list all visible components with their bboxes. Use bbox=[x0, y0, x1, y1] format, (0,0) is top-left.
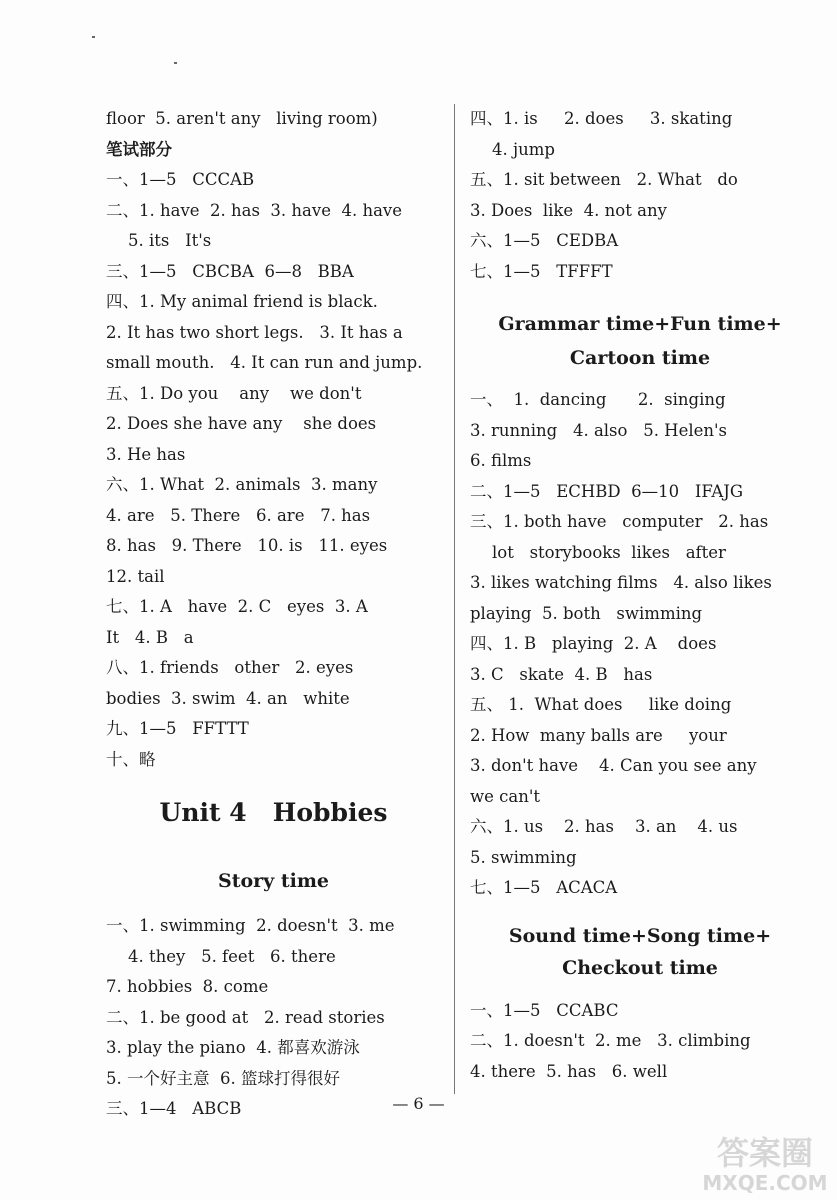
column-divider bbox=[454, 104, 455, 1094]
answer-line: 四、1. My animal friend is black. bbox=[106, 292, 378, 311]
grammar-time-answers bbox=[470, 385, 810, 904]
answer-line: 一、1. swimming 2. doesn't 3. me bbox=[106, 916, 395, 935]
scan-speck bbox=[92, 36, 95, 38]
sound-time-title-line1: Sound time+Song time+ bbox=[508, 924, 772, 947]
answer-line: 四、1. B playing 2. A does bbox=[470, 634, 717, 653]
answer-line: It 4. B a bbox=[106, 627, 194, 647]
answer-line: 笔试部分 bbox=[106, 139, 172, 159]
answer-line: 二、1. doesn't 2. me 3. climbing bbox=[470, 1031, 751, 1050]
answer-line: bodies 3. swim 4. an white bbox=[106, 688, 350, 708]
answer-line: 3. C skate 4. B has bbox=[470, 664, 653, 684]
answer-line: 二、1. have 2. has 3. have 4. have bbox=[106, 200, 403, 220]
watermark-logo bbox=[701, 1128, 829, 1196]
answer-line: 2. It has two short legs. 3. It has a bbox=[106, 322, 403, 342]
grammar-time-title-line1: Grammar time+Fun time+ bbox=[498, 313, 782, 335]
left-column bbox=[106, 104, 441, 1125]
grammar-time-title-line2: Cartoon time bbox=[569, 347, 711, 369]
watermark-text: 答案圈 bbox=[716, 1134, 814, 1172]
unit-title: Unit 4 Hobbies bbox=[159, 798, 388, 827]
answer-line: 3. running 4. also 5. Helen's bbox=[470, 420, 728, 440]
answer-line: 二、1. be good at 2. read stories bbox=[106, 1007, 385, 1027]
answer-line: 七、1—5 TFFFT bbox=[470, 261, 613, 281]
answer-line: 六、1—5 CEDBA bbox=[470, 231, 619, 250]
sound-time-title-line2: Checkout time bbox=[562, 956, 718, 979]
answer-line: 3. Does like 4. not any bbox=[470, 200, 667, 220]
answer-line: 三、1—5 CBCBA 6—8 BBA bbox=[106, 261, 354, 281]
answer-line: 一、 1. dancing 2. singing bbox=[470, 390, 726, 409]
story-time-title: Story time bbox=[217, 870, 330, 892]
answer-line: 4. are 5. There 6. are 7. has bbox=[106, 505, 371, 525]
left-answers bbox=[106, 104, 441, 775]
answer-line: 十、略 bbox=[106, 749, 156, 769]
answer-line: 7. hobbies 8. come bbox=[106, 977, 269, 996]
answer-line: lot storybooks likes after bbox=[492, 542, 726, 562]
answer-line: 3. play the piano 4. 都喜欢游泳 bbox=[106, 1038, 360, 1057]
answer-line: small mouth. 4. It can run and jump. bbox=[106, 353, 423, 372]
answer-line: 五、1. Do you any we don't bbox=[106, 383, 362, 403]
answer-line: 七、1. A have 2. C eyes 3. A bbox=[106, 597, 368, 616]
answer-line: 七、1—5 ACACA bbox=[470, 878, 618, 897]
answer-line: 4. there 5. has 6. well bbox=[470, 1061, 668, 1081]
answer-line: 一、1—5 CCABC bbox=[470, 1000, 619, 1020]
answer-line: 5. 一个好主意 6. 篮球打得很好 bbox=[106, 1068, 340, 1088]
answer-line: 3. likes watching films 4. also likes bbox=[470, 573, 772, 592]
answer-line: 二、1—5 ECHBD 6—10 IFAJG bbox=[470, 481, 744, 501]
answer-line: 八、1. friends other 2. eyes bbox=[106, 658, 354, 677]
answer-line: 2. Does she have any she does bbox=[106, 414, 377, 433]
answer-line: we can't bbox=[470, 786, 541, 806]
answer-line: 3. don't have 4. Can you see any bbox=[470, 756, 757, 775]
answer-line: floor 5. aren't any living room) bbox=[106, 109, 378, 128]
answer-line: 12. tail bbox=[106, 566, 165, 586]
answer-line: playing 5. both swimming bbox=[470, 603, 703, 623]
right-top-answers bbox=[470, 104, 810, 287]
story-time-answers bbox=[106, 911, 441, 1125]
answer-line: 4. jump bbox=[492, 139, 555, 159]
page-number: — 6 — bbox=[392, 1094, 445, 1113]
right-column bbox=[470, 104, 810, 1087]
scan-speck bbox=[174, 62, 177, 64]
answer-line: 五、1. sit between 2. What do bbox=[470, 170, 738, 189]
answer-line: 8. has 9. There 10. is 11. eyes bbox=[106, 536, 388, 555]
answer-line: 2. How many balls are your bbox=[470, 725, 727, 745]
answer-line: 六、1. us 2. has 3. an 4. us bbox=[470, 817, 738, 836]
answer-line: 三、1—4 ABCB bbox=[106, 1099, 242, 1118]
answer-line: 四、1. is 2. does 3. skating bbox=[470, 109, 733, 128]
answer-line: 三、1. both have computer 2. has bbox=[470, 512, 769, 531]
answer-line: 五、 1. What does like doing bbox=[470, 695, 732, 714]
watermark-url: MXQE.COM bbox=[702, 1171, 828, 1195]
answer-line: 3. He has bbox=[106, 444, 186, 464]
answer-line: 4. they 5. feet 6. there bbox=[128, 946, 336, 966]
answer-line: 6. films bbox=[470, 451, 532, 470]
answer-line: 九、1—5 FFTTT bbox=[106, 719, 249, 738]
answer-line: 5. swimming bbox=[470, 847, 577, 867]
sound-time-answers bbox=[470, 996, 810, 1088]
answer-line: 5. its It's bbox=[128, 231, 212, 250]
answer-line: 一、1—5 CCCAB bbox=[106, 170, 255, 189]
answer-line: 六、1. What 2. animals 3. many bbox=[106, 475, 378, 494]
